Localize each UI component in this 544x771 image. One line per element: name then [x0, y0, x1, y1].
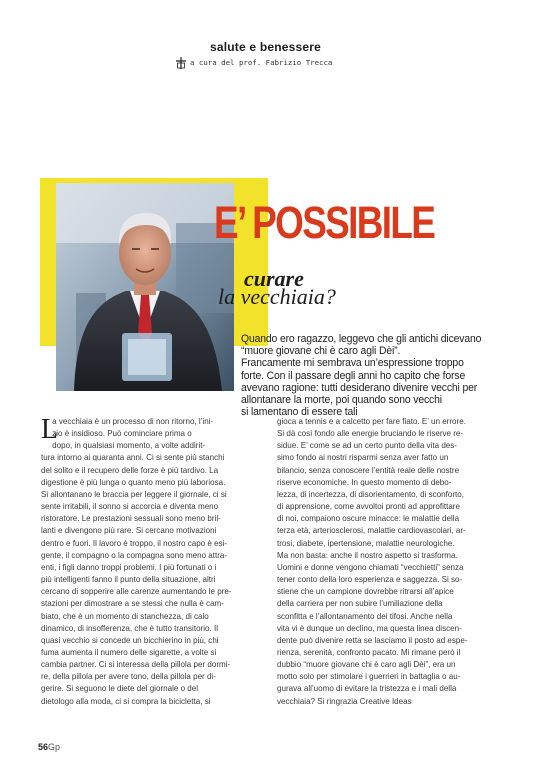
body-line: stazioni per dimostrare a se stessi che nulla è cam-	[41, 599, 224, 609]
body-line: quasi vecchio si concede un bicchierino in più, chi	[41, 635, 219, 645]
body-line: sente irritabili, il sonno si accorcia e diventa meno	[41, 502, 219, 512]
body-line: gente, il compagno o la compagna sono meno attra-	[41, 550, 228, 560]
section-title: salute e benessere	[210, 40, 321, 54]
intro-line: si lamentano di essere tali	[241, 406, 358, 419]
page-number	[38, 742, 60, 752]
magazine-name: Gp	[48, 742, 61, 752]
body-line: simo fondo ai nostri risparmi senza aver fatto un	[277, 453, 449, 463]
page-number-value: 56	[38, 742, 49, 752]
intro-line: avevano ragione: tutti desiderano divenire vecchi per	[241, 381, 478, 394]
intro-line: allontanare la morte, poi quando sono vecchi	[241, 394, 442, 407]
body-line: dinamico, di insofferenza, che è tutto transitorio. Il	[41, 623, 218, 633]
drop-cap: L	[41, 414, 59, 445]
body-line: di noi, compaiono oscure minacce: le malattie della	[277, 514, 460, 524]
body-line: gioca a tennis e a calcetto per fare fiato. E’ un errore.	[277, 417, 466, 426]
intro-line: Quando ero ragazzo, leggevo che gli antichi dicevano	[241, 333, 482, 345]
body-line: re, della pillola per avere tono, della pillola per di-	[41, 672, 216, 682]
body-line: stiene che un campione dovrebbe ritrarsi all’apice	[277, 587, 454, 597]
cross-icon	[176, 57, 186, 69]
body-line: tener conto della loro esperienza e saggezza. Si so-	[277, 575, 463, 585]
body-line: digestione è più lunga o quanto meno più laboriosa.	[41, 477, 226, 487]
body-line: dentro e fuori. Il lavoro è troppo, il nostro capo è esi-	[41, 538, 228, 548]
body-line: lezza, di incertezza, di disorientamento, di sconforto,	[277, 489, 464, 499]
headline: E’ POSSIBILE	[214, 197, 435, 248]
body-line: motto solo per stimolare i guerrieri in battaglia o au-	[277, 672, 461, 682]
body-line: dopo, in qualsiasi momento, a volte addirit-	[41, 441, 206, 451]
body-line: dietologo alla moda, ci si compra la bicicletta, si	[41, 696, 211, 706]
intro-line: “muore giovane chi è caro agli Dèi”.	[241, 345, 401, 358]
body-line: enti, i figli danno troppi problemi. I più fortunati o i	[41, 562, 217, 572]
body-column-right	[277, 416, 505, 708]
body-line: terza età, arteriosclerosi, malattie cardiovascolari, ar-	[277, 526, 466, 536]
body-line: vita vi è dunque un declino, ma questa linea discen-	[277, 623, 462, 633]
body-line: cercano di sopperire alle carenze aumentando le pre-	[41, 587, 232, 597]
body-line: Ma non basta: anche il nostro aspetto si trasforma.	[277, 550, 458, 560]
body-line: del solito e il recupero delle forze è più tardivo. La	[41, 465, 219, 475]
body-line: cambia partner. Ci si interessa della pillola per dormi-	[41, 660, 231, 670]
subtitle-line-1: curare	[244, 266, 304, 291]
body-line: Si allontanano le braccia per leggere il giornale, ci si	[41, 489, 227, 499]
body-line: della carriera per non subire l’umiliazione della	[277, 599, 443, 609]
body-line: trosi, diabete, ipertensione, malattie neurologiche.	[277, 538, 455, 548]
body-line: riserve economiche. In questo momento di debo-	[277, 477, 452, 487]
body-line: dente può divenire retta se lasciamo il posto ad espe-	[277, 635, 468, 645]
body-line: zio è insidioso. Può cominciare prima o	[41, 429, 192, 439]
body-line: più intelligenti fanno il punto della situazione, altri	[41, 575, 216, 585]
intro-line: Francamente mi sembrava un’espressione troppo	[241, 357, 464, 370]
author-photo	[56, 183, 234, 391]
body-line: rienza, serenità, confronto pacato. Mi rimane però il	[277, 647, 461, 657]
body-line: di apprensione, come avvoltoi pronti ad approfittare	[277, 502, 460, 512]
subtitle-line-2: la vecchiaia?	[218, 284, 336, 309]
body-line: Uomini e donne vengono chiamati “vecchietti” senza	[277, 562, 464, 572]
body-column-left	[41, 416, 261, 708]
body-line: biato, che è un momento di stanchezza, di calo	[41, 611, 209, 621]
body-line: Si dà così fondo alle energie bruciando le riserve re-	[277, 429, 464, 439]
body-line: vecchiaia? Si ringrazia Creative Ideas	[277, 696, 412, 706]
body-line: ristoratore. Le prestazioni sessuali sono meno bril-	[41, 514, 221, 524]
body-line: sconfitta e l’allontanamento dei tifosi. Anche nella	[277, 611, 453, 621]
body-line: lanti e divengono più rare. Si cercano motivazioni	[41, 526, 217, 536]
body-line: dubbio “muore giovane chi è caro agli Dèi”, era un	[277, 660, 456, 670]
body-line: fuma aumenta il numero delle sigarette, a volte si	[41, 647, 217, 657]
author-byline: a cura del prof. Fabrizio Trecca	[190, 58, 333, 67]
body-line: gurava all’uomo di evitare la tristezza e i mali della	[277, 684, 457, 694]
body-line: bilancio, senza conoscere l’entità reale delle nostre	[277, 465, 460, 475]
body-line: sidue. E’ come se ad un certo punto della vita des-	[277, 441, 457, 451]
body-line: a vecchiaia è un processo di non ritorno, l’ini-	[41, 417, 214, 426]
intro-line: forte. Con il passare degli anni ho capito che forse	[241, 369, 466, 382]
body-line: gerire. Si seguono le diete del giornale o del	[41, 684, 199, 694]
body-line: tura intorno ai quaranta anni. Ci si sente più stanchi	[41, 453, 225, 463]
intro-paragraph	[241, 333, 521, 418]
